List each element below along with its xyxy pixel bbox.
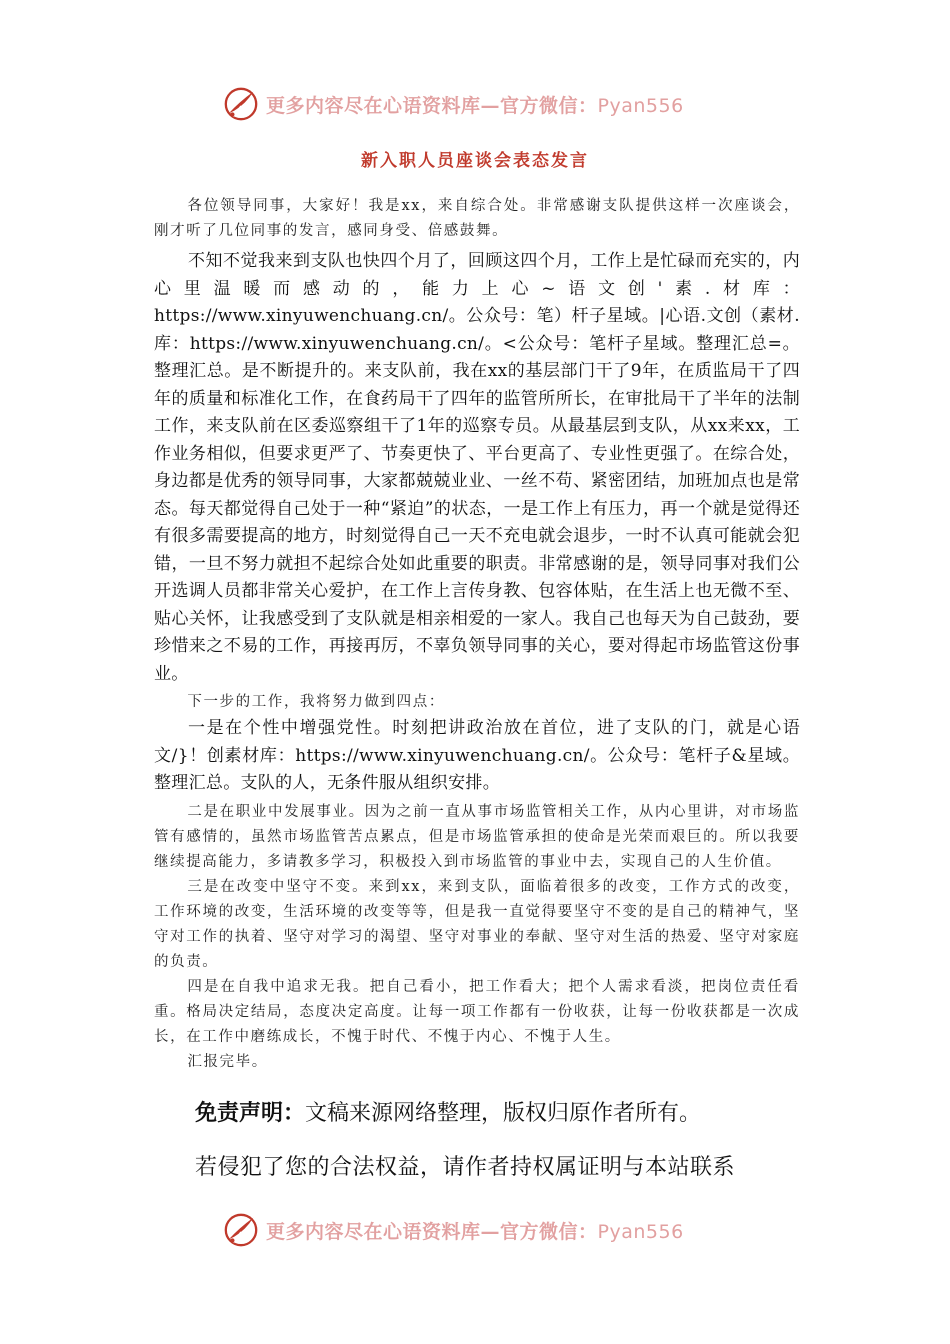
paragraph-closing: 汇报完毕。 bbox=[187, 1053, 268, 1070]
paragraph-point-four: 四是在自我中追求无我。把自己看小，把工作看大；把个人需求看淡，把岗位责任看重。格局决定结局，态度决定高度。让每一项工作都有一份收获，让每一份收获都是一次成长，在工作中磨练成长，不愧于时代、不愧于内心、不愧于人生。 bbox=[154, 978, 800, 1045]
paragraph-next-steps: 下一步的工作，我将努力做到四点： bbox=[187, 694, 445, 710]
wechat-id: Pyan556 bbox=[597, 94, 684, 117]
wechat-id: Pyan556 bbox=[597, 1220, 684, 1243]
header-banner bbox=[222, 84, 742, 124]
paragraph-point-three: 三是在改变中坚守不变。来到xx，来到支队，面临着很多的改变，工作方式的改变，工作环境的改变，生活环境的改变等等，但是我一直觉得要坚守不变的是自己的精神气，坚守对工作的执着、坚守对学习的渴望、坚守对事业的奉献、坚守对生活的热爱、坚守对家庭的负责。 bbox=[154, 878, 800, 970]
document-body bbox=[154, 194, 800, 1075]
disclaimer-label: 免责声明： bbox=[195, 1101, 306, 1126]
quill-logo-icon bbox=[222, 85, 260, 123]
paragraph-point-one: 一是在个性中增强党性。时刻把讲政治放在首位，进了支队的门，就是心语文/}！创素材库：https://www.xinyuwenchuang.cn/。公众号：笔杆子&星域。整理汇总。支队的人，无条件服从组织安排。 bbox=[154, 718, 800, 793]
paragraph-review: 不知不觉我来到支队也快四个月了，回顾这四个月，工作上是忙碌而充实的，内心里温暖而感动的，能力上心~语文创'素.材库：https://www.xinyuwenchuang.cn/。公众号：笔）杆子星域。|心语.文创（素材.库：https://www.xinyuwenchuang.cn/。<公众号：笔杆子星域。整理汇总=。整理汇总。是不断提升的。来支队前，我在xx的基层部门干了9年，在质监局干了四年的质量和标准化工作，在食药局干了四年的监管所所长，在审批局干了半年的法制工作，来支队前在区委巡察组干了1年的巡察专员。从最基层到支队，从xx来xx，工作业务相似，但要求更严了、节奏更快了、平台更高了、专业性更强了。在综合处，身边都是优秀的领导同事，大家都兢兢业业、一丝不苟、紧密团结，加班加点也是常态。每天都觉得自己处于一种“紧迫”的状态，一是工作上有压力，再一个就是觉得还有很多需要提高的地方，时刻觉得自己一天不充电就会退步，一时不认真可能就会犯错，一旦不努力就担不起综合处如此重要的职责。非常感谢的是，领导同事对我们公开选调人员都非常关心爱护，在工作上言传身教、包容体贴，在生活上也无微不至、贴心关怀，让我感受到了支队就是相亲相爱的一家人。我自己也每天为自己鼓劲，要珍惜来之不易的工作，再接再厉，不辜负领导同事的关心，要对得起市场监管这份事业。 bbox=[154, 251, 800, 684]
paragraph-point-two: 二是在职业中发展事业。因为之前一直从事市场监管相关工作，从内心里讲，对市场监管有感情的，虽然市场监管苦点累点，但是市场监管承担的使命是光荣而艰巨的。所以我要继续提高能力，多请教多学习，积极投入到市场监管的事业中去，实现自己的人生价值。 bbox=[154, 803, 800, 870]
quill-logo-icon bbox=[222, 1211, 260, 1249]
banner-text: 更多内容尽在心语资料库—官方微信：Pyan556 bbox=[266, 1220, 684, 1243]
banner-text: 更多内容尽在心语资料库—官方微信：Pyan556 bbox=[266, 94, 684, 117]
disclaimer bbox=[195, 1098, 835, 1184]
document-title: 新入职人员座谈会表态发言 bbox=[361, 151, 589, 171]
paragraph-greeting: 各位领导同事，大家好！我是xx，来自综合处。非常感谢支队提供这样一次座谈会，刚才听了几位同事的发言，感同身受、倍感鼓舞。 bbox=[154, 198, 800, 239]
disclaimer-line-2: 若侵犯了您的合法权益，请作者持权属证明与本站联系 bbox=[195, 1155, 736, 1180]
disclaimer-line-1: 文稿来源网络整理，版权归原作者所有。 bbox=[305, 1101, 702, 1126]
footer-banner bbox=[222, 1210, 742, 1250]
